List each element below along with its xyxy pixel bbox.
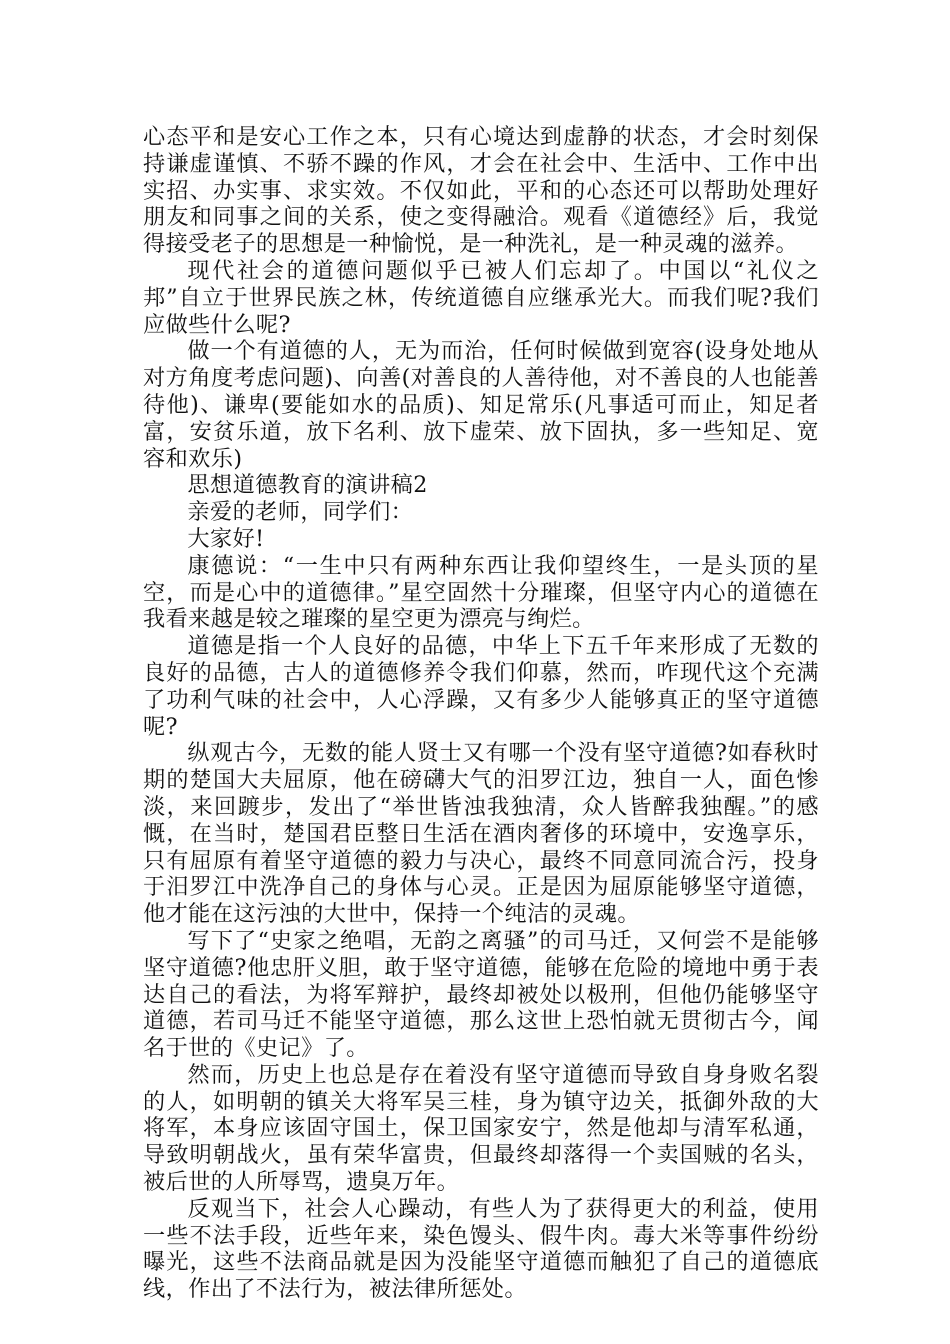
- paragraph-wusangui: 然而，历史上也总是存在着没有坚守道德而导致自身身败名裂的人，如明朝的镇关大将军吴三桂，身为镇守边关，抵御外敌的大将军，本身应该固守国土，保卫国家安宁，然是他却与清军私通，导致明朝战火，虽有荣华富贵，但最终却落得一个卖国贼的名头，被后世的人所辱骂，遗臭万年。: [143, 1061, 819, 1196]
- paragraph-present: 反观当下，社会人心躁动，有些人为了获得更大的利益，使用一些不法手段，近些年来，染色馒头、假牛肉。毒大米等事件纷纷曝光，这些不法商品就是因为没能坚守道德而触犯了自己的道德底线，作出了不法行为，被法律所惩处。: [143, 1195, 819, 1303]
- paragraph-quyuan: 纵观古今，无数的能人贤士又有哪一个没有坚守道德?如春秋时期的楚国大夫屈原，他在磅礴大气的汨罗江边，独自一人，面色惨淡，来回踱步，发出了“举世皆浊我独清，众人皆醉我独醒。”的感慨，在当时，楚国君臣整日生活在酒肉奢侈的环境中，安逸享乐，只有屈原有着坚守道德的毅力与决心，最终不同意同流合污，投身于汨罗江中洗净自己的身体与心灵。正是因为屈原能够坚守道德，他才能在这污浊的大世中，保持一个纯洁的灵魂。: [143, 740, 819, 928]
- document-body: [143, 124, 819, 1303]
- paragraph-3: 做一个有道德的人，无为而治，任何时候做到宽容(设身处地从对方角度考虑问题)、向善(对善良的人善待他，对不善良的人也能善待他)、谦卑(要能如水的品质)、知足常乐(凡事适可而止，知足者富，安贫乐道，放下名利、放下虚荣、放下固执，多一些知足、宽容和欢乐): [143, 338, 819, 472]
- paragraph-morality: 道德是指一个人良好的品德，中华上下五千年来形成了无数的良好的品德，古人的道德修养令我们仰慕，然而，咋现代这个充满了功利气味的社会中，人心浮躁，又有多少人能够真正的坚守道德呢?: [143, 633, 819, 740]
- greeting: 大家好!: [187, 525, 265, 552]
- paragraph-1: 心态平和是安心工作之本，只有心境达到虚静的状态，才会时刻保持谦虚谨慎、不骄不躁的作风，才会在社会中、生活中、工作中出实招、办实事、求实效。不仅如此，平和的心态还可以帮助处理好朋友和同事之间的关系，使之变得融洽。观看《道德经》后，我觉得接受老子的思想是一种愉悦，是一种洗礼，是一种灵魂的滋养。: [143, 124, 819, 258]
- salutation: 亲爱的老师，同学们：: [187, 499, 414, 526]
- paragraph-simaqian: 写下了“史家之绝唱，无韵之离骚”的司马迁，又何尝不是能够坚守道德?他忠肝义胆，敢于坚守道德，能够在危险的境地中勇于表达自己的看法，为将军辩护，最终却被处以极刑，但他仍能够坚守道德，若司马迁不能坚守道德，那么这世上恐怕就无贯彻古今，闻名于世的《史记》了。: [143, 927, 819, 1062]
- paragraph-2: 现代社会的道德问题似乎已被人们忘却了。中国以“礼仪之邦”自立于世界民族之林，传统道德自应继承光大。而我们呢?我们应做些什么呢?: [143, 257, 819, 338]
- speech-title: 思想道德教育的演讲稿2: [187, 472, 428, 499]
- paragraph-kant: 康德说：“一生中只有两种东西让我仰望终生，一是头顶的星空，而是心中的道德律。”星空固然十分璀璨，但坚守内心的道德在我看来越是较之璀璨的星空更为漂亮与绚烂。: [143, 552, 819, 633]
